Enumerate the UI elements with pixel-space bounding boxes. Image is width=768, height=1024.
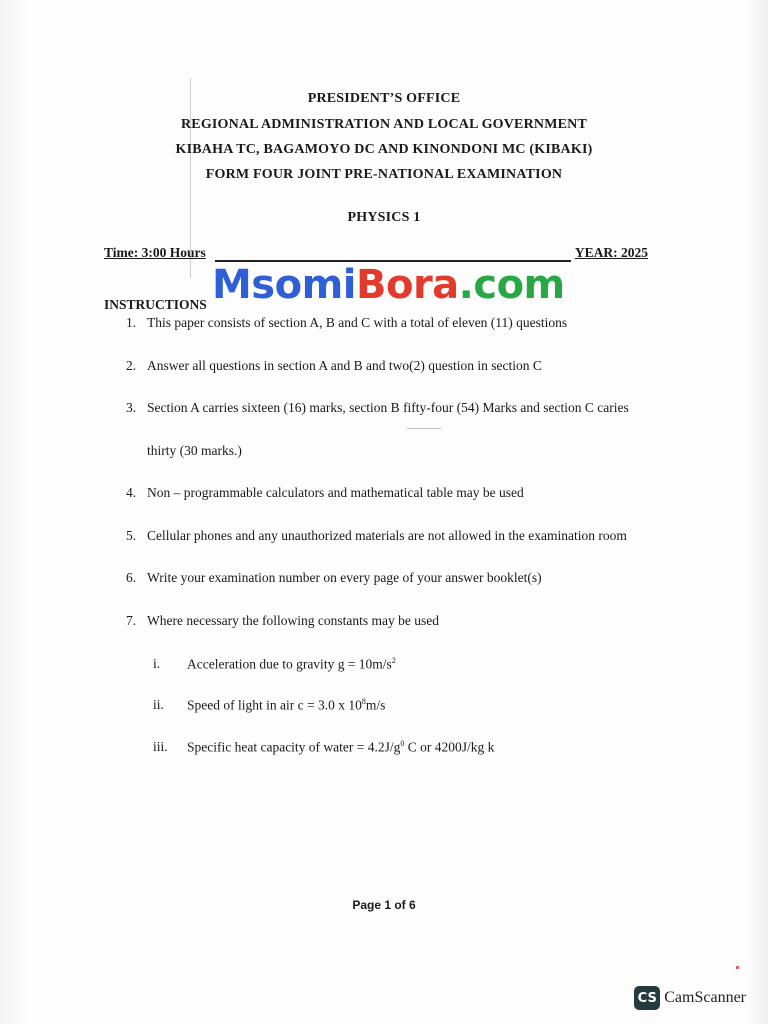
constant-text [187, 697, 385, 714]
instruction-text: Section A carries sixteen (16) marks, section B fifty-four (54) Marks and section C caries [147, 400, 629, 415]
header-line-3: KIBAHA TC, BAGAMOYO DC AND KINONDONI MC (KIBAKI) [175, 142, 593, 157]
instruction-text: Non – programmable calculators and mathematical table may be used [147, 485, 524, 500]
constant-text [187, 739, 494, 756]
page-number: Page 1 of 6 [352, 898, 416, 912]
instruction-number: 2. [126, 358, 137, 373]
camscanner-badge [634, 986, 746, 1010]
constant-number: ii. [153, 697, 164, 712]
constant-main: Acceleration due to gravity g = 10m/s [187, 656, 392, 672]
instruction-number: 7. [126, 613, 137, 628]
constant-main: Specific heat capacity of water = 4.2J/g [187, 739, 401, 755]
constant-after: m/s [365, 697, 386, 713]
constant-text [187, 656, 396, 673]
constant-number: i. [153, 656, 161, 671]
instruction-text: Cellular phones and any unauthorized materials are not allowed in the examination room [147, 528, 627, 543]
instruction-number: 5. [126, 528, 137, 543]
instruction-number: 1. [126, 315, 137, 330]
camscanner-logo-icon: CS [634, 986, 660, 1010]
constant-superscript: 2 [391, 656, 396, 665]
instruction-text: Write your examination number on every page of your answer booklet(s) [147, 570, 542, 585]
instruction-text: This paper consists of section A, B and C with a total of eleven (11) questions [147, 315, 568, 330]
scan-speck [407, 428, 441, 429]
constant-main: Speed of light in air c = 3.0 x 10 [187, 697, 362, 713]
camscanner-name: CamScanner [664, 989, 746, 1006]
watermark-part-1: Msomi [212, 262, 356, 308]
instruction-text: Answer all questions in section A and B and two(2) question in section C [147, 358, 542, 373]
watermark-part-2: Bora [355, 262, 459, 308]
header-line-4: FORM FOUR JOINT PRE-NATIONAL EXAMINATION [205, 167, 563, 182]
instruction-text: Where necessary the following constants may be used [147, 613, 440, 628]
header-line-1: PRESIDENT’S OFFICE [307, 91, 461, 106]
instructions-heading: INSTRUCTIONS [104, 297, 207, 312]
constant-superscript: 0 [400, 739, 405, 748]
constant-after: C or 4200J/kg k [404, 739, 495, 755]
instruction-number: 3. [126, 400, 137, 415]
subject-title: PHYSICS 1 [347, 210, 421, 225]
scan-speck [736, 966, 739, 969]
watermark-logo [212, 262, 565, 308]
instruction-number: 4. [126, 485, 137, 500]
instruction-continuation: thirty (30 marks.) [147, 443, 242, 458]
watermark-part-3: .com [458, 262, 565, 308]
year-label: YEAR: 2025 [574, 245, 648, 260]
constant-superscript: 8 [361, 697, 366, 706]
instruction-number: 6. [126, 570, 137, 585]
time-label: Time: 3:00 Hours [104, 245, 206, 260]
header-line-2: REGIONAL ADMINISTRATION AND LOCAL GOVERNMENT [180, 117, 588, 132]
constant-number: iii. [153, 739, 168, 754]
